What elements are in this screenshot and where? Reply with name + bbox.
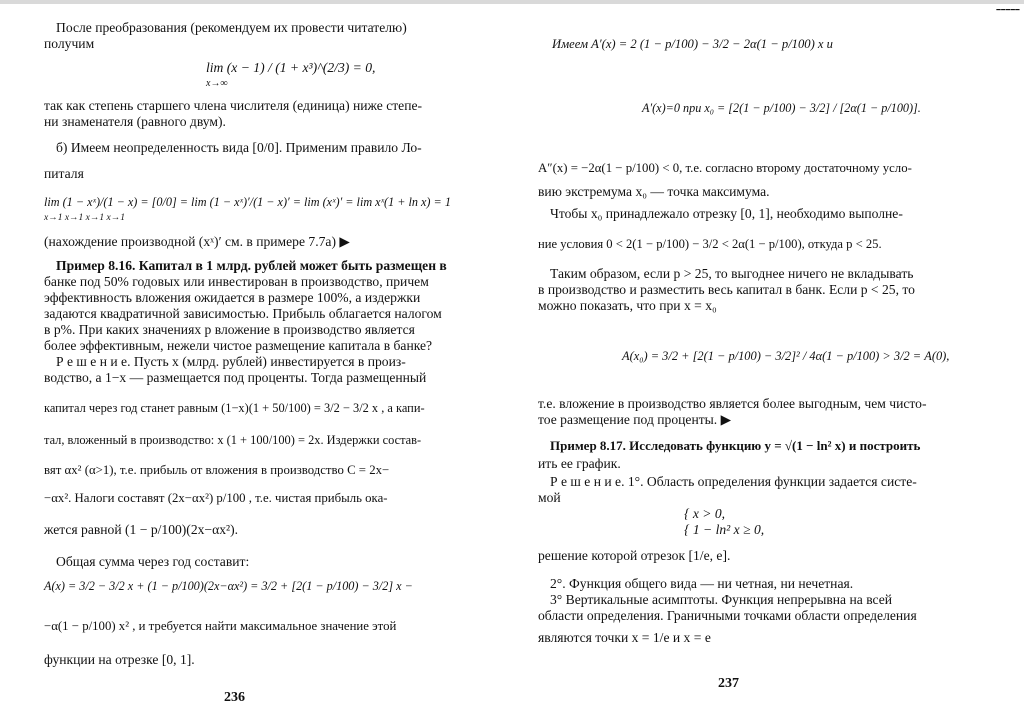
formula-line: A(x₀) = 3/2 + [2(1 − p/100) − 3/2]² / 4α(1 − p/100) > 3/2 = A(0),	[622, 349, 950, 363]
text-line: более эффективным, нежели чистое размещение капитала в банке?	[44, 338, 433, 353]
text-line: 3° Вертикальные асимптоты. Функция непрерывна на всей	[550, 592, 893, 607]
text-line: вию экстремума x₀ — точка максимума.	[538, 184, 770, 199]
text-line: вят αx² (α>1), т.е. прибыль от вложения в производство C = 2x−	[44, 463, 390, 477]
text-line: т.е. вложение в производство является более выгодным, чем чисто-	[538, 396, 927, 411]
system-line: { 1 − ln² x ≥ 0,	[684, 522, 765, 537]
example-heading	[56, 258, 447, 274]
text-line: Таким образом, если p > 25, то выгоднее ничего не вкладывать	[550, 266, 914, 281]
page-number: 236	[224, 690, 245, 705]
text-line: жется равной (1 − p/100)(2x−αx²).	[44, 522, 239, 537]
text-line: в p%. При каких значениях p вложение в производство является	[44, 322, 415, 337]
left-page	[44, 0, 472, 724]
example-text: Пример 8.17. Исследовать функцию y = √(1 − ln² x) и построить	[550, 438, 921, 453]
text-line: ни знаменателя (равного двум).	[44, 114, 226, 129]
text-line: функции на отрезке [0, 1].	[44, 652, 195, 667]
text-line: эффективность вложения ожидается в размере 100%, а издержки	[44, 290, 421, 305]
text-line: Общая сумма через год составит:	[56, 554, 250, 569]
formula-line: Имеем A′(x) = 2 (1 − p/100) − 3/2 − 2α(1 − p/100) x и	[552, 37, 833, 51]
text-line: в производство и разместить весь капитал в банк. Если p < 25, то	[538, 282, 915, 297]
text-line: задаются квадратичной зависимостью. Прибыль облагается налогом	[44, 306, 442, 321]
text-line: Чтобы x₀ принадлежало отрезку [0, 1], необходимо выполне-	[550, 206, 903, 221]
corner-mark: ━━━━━	[996, 6, 1020, 14]
text-line: тое размещение под проценты. ▶	[538, 412, 732, 427]
page-number: 237	[718, 676, 739, 691]
formula-line: A(x) = 3/2 − 3/2 x + (1 − p/100)(2x−αx²) = 3/2 + [2(1 − p/100) − 3/2] x −	[44, 579, 413, 593]
formula-line: тал, вложенный в производство: x (1 + 100/100) = 2x. Издержки состав-	[44, 433, 422, 447]
text-line: б) Имеем неопределенность вида [0/0]. Применим правило Ло-	[56, 140, 422, 155]
formula-subscript: x→1 x→1 x→1 x→1	[44, 213, 125, 223]
text-line: водство, а 1−x — размещается под проценты. Тогда размещенный	[44, 370, 427, 385]
text-line: (нахождение производной (xˣ)′ см. в примере 7.7а) ▶	[44, 234, 350, 249]
example-heading	[550, 438, 920, 454]
text-line: области определения. Граничными точками области определения	[538, 608, 917, 623]
text-line: решение которой отрезок [1/e, e].	[538, 548, 731, 563]
formula-line: A″(x) = −2α(1 − p/100) < 0, т.е. согласно второму достаточному усло-	[538, 161, 912, 175]
text-line: ить ее график.	[538, 456, 621, 471]
text-line: можно показать, что при x = x₀	[538, 298, 717, 313]
text-line: банке под 50% годовых или инвестирован в производство, причем	[44, 274, 429, 289]
formula-line: lim (1 − xˣ)/(1 − x) = [0/0] = lim (1 − xˣ)′/(1 − x)′ = lim (xˣ)′ = lim xˣ(1 + ln x) = 1	[44, 195, 451, 209]
text-line: питаля	[44, 166, 84, 181]
text-line: После преобразования (рекомендуем их провести читателю)	[56, 20, 407, 35]
right-page	[538, 0, 964, 724]
text-line: получим	[44, 36, 95, 51]
text-line: −αx². Налоги составят (2x−αx²) p/100 , т.е. чистая прибыль ока-	[44, 491, 388, 505]
formula-subscript: x→∞	[206, 78, 228, 89]
text-line: так как степень старшего члена числителя (единица) ниже степе-	[44, 98, 423, 113]
text-line: мой	[538, 490, 561, 505]
formula-line: капитал через год станет равным (1−x)(1 + 50/100) = 3/2 − 3/2 x , а капи-	[44, 401, 425, 415]
solution-line: Р е ш е н и е. 1°. Область определения функции задается систе-	[550, 474, 917, 489]
solution-line: Р е ш е н и е. Пусть x (млрд. рублей) инвестируется в произ-	[56, 354, 406, 369]
formula-line: A′(x)=0 при x₀ = [2(1 − p/100) − 3/2] / [2α(1 − p/100)].	[642, 101, 921, 115]
text-line: являются точки x = 1/e и x = e	[538, 630, 711, 645]
example-text: Пример 8.16. Капитал в 1 млрд. рублей может быть размещен в	[56, 258, 447, 273]
formula-line: −α(1 − p/100) x² , и требуется найти максимальное значение этой	[44, 619, 397, 633]
system-line: { x > 0,	[684, 506, 726, 521]
formula-line: ние условия 0 < 2(1 − p/100) − 3/2 < 2α(1 − p/100), откуда p < 25.	[538, 237, 882, 251]
formula-line: lim (x − 1) / (1 + x³)^(2/3) = 0,	[206, 60, 376, 75]
text-line: 2°. Функция общего вида — ни четная, ни нечетная.	[550, 576, 854, 591]
